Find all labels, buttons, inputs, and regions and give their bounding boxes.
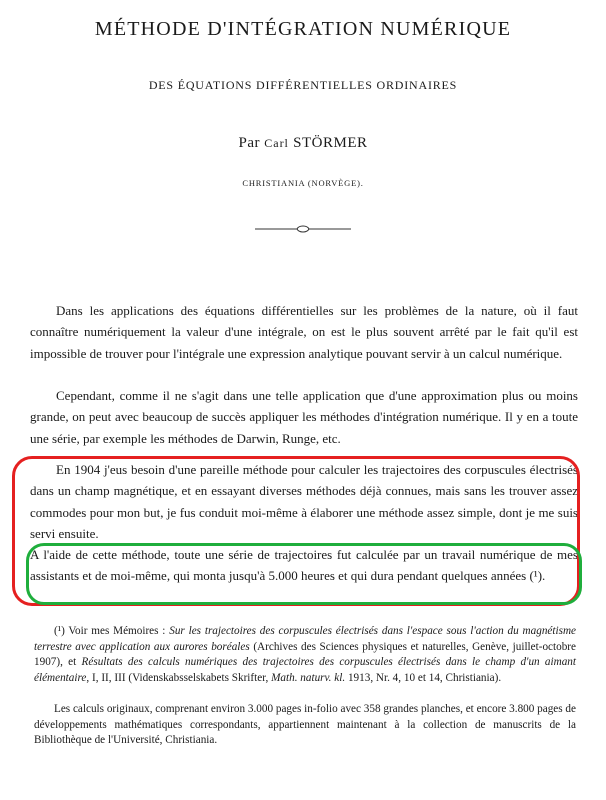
footnote-1-tail: 1913, Nr. 4, 10 et 14, Christiania). [345,672,502,685]
paragraph-3: En 1904 j'eus besoin d'une pareille méthode pour calculer les trajectoires des corpuscules électrisés dans un champ magnétique, et en essayant diverses méthodes déjà connues, mais sans les trouver assez commodes pour mon but, je fus conduit moi-même à élaborer une méthode assez simple, dont je me suis servi ensuite. [30,462,578,541]
footnote-1-source-2: , I, II, III (Videnskabsselskabets Skrifter, [86,672,272,685]
author-affiliation: CHRISTIANIA (NORVÈGE). [242,178,364,188]
footnote-1 [34,624,576,687]
paragraph-1: Dans les applications des équations différentielles sur les problèmes de la nature, où il faut connaître numériquement la valeur d'une intégrale, on est le plus souvent arrêté par le fait qu'il est impossible de trouver pour l'intégrale une expression analytique pouvant servir à un calcul numérique. [30,303,578,361]
paper-title: MÉTHODE D'INTÉGRATION NUMÉRIQUE [94,18,512,40]
footnote-1-lead: (¹) Voir mes Mémoires : [54,625,170,637]
footnote-1-journal: Math. naturv. kl. [271,672,346,685]
paragraph-2: Cependant, comme il ne s'agit dans une telle application que d'une approximation plus ou moins grande, on peut avec beaucoup de succès appliquer les méthodes d'intégration numérique. Il y en a toute une série, par exemple les méthodes de Darwin, Runge, etc. [30,388,578,446]
author-prefix: Par [238,135,260,151]
footnote-2: Les calculs originaux, comprenant environ 3.000 pages in-folio avec 358 grandes planches, et encore 3.800 pages de développements mathématiques correspondants, appartiennent maintenant à la collection de manuscrits de la Bibliothèque de l'Université, Christiania. [34,703,576,747]
footnote-1-title-1: Sur les trajectoires des corpuscules électrisés dans l'espace sous l'action du magnétisme terrestre avec application aux aurores boréales [34,625,576,653]
paragraph-4: A l'aide de cette méthode, toute une série de trajectoires fut calculée par un travail numérique de mes assistants et de moi-même, qui monta jusqu'à 5.000 heures et qui dura pendant quelques années (¹). [30,547,578,584]
footnote-1-title-2: Résultats des calculs numériques des trajectoires des corpuscules électrisés dans le champ d'un aimant élémentaire [34,656,576,685]
ornament-divider [253,222,353,236]
paper-subtitle: DES ÉQUATIONS DIFFÉRENTIELLES ORDINAIRES [148,78,458,92]
author-first-name: Carl [264,136,289,150]
author-line [0,135,606,152]
footnote-1-source-1: (Archives des Sciences physiques et naturelles, Genève, juillet-octobre 1907), et [34,640,577,669]
author-last-name: STÖRMER [293,135,368,151]
green-highlight-box [26,543,582,605]
